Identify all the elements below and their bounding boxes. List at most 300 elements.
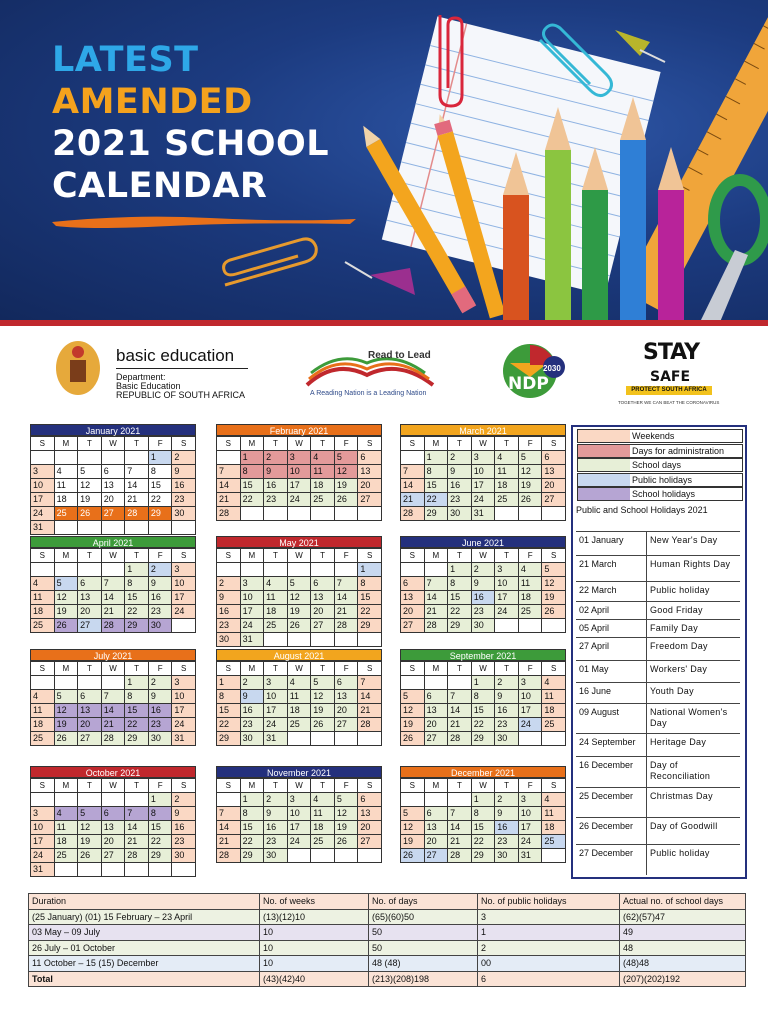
day-cell: 2 xyxy=(472,563,496,577)
day-cell: 4 xyxy=(31,690,55,704)
day-cell: 11 xyxy=(311,465,335,479)
weekday-header: T xyxy=(264,662,288,676)
title-line-3: 2021 SCHOOL xyxy=(52,124,330,164)
day-cell: 30 xyxy=(241,732,265,746)
day-cell: 12 xyxy=(288,591,312,605)
summary-cell: 6 xyxy=(478,971,620,987)
month-grid xyxy=(30,436,196,535)
day-cell: 6 xyxy=(78,690,102,704)
day-cell: 22 xyxy=(425,493,449,507)
day-cell: 16 xyxy=(495,821,519,835)
day-cell: 21 xyxy=(425,605,449,619)
month-title: February 2021 xyxy=(216,424,382,436)
day-cell: 17 xyxy=(31,835,55,849)
ndp-year: 2030 xyxy=(543,364,561,373)
day-cell: 9 xyxy=(495,690,519,704)
weekday-header: M xyxy=(425,779,449,793)
weekday-header: F xyxy=(149,437,173,451)
stationery-illustration xyxy=(0,0,768,322)
day-cell: 25 xyxy=(264,619,288,633)
day-cell: 17 xyxy=(31,493,55,507)
summary-cell: 49 xyxy=(620,925,746,941)
day-cell xyxy=(448,793,472,807)
day-cell xyxy=(55,563,79,577)
day-cell: 28 xyxy=(401,507,425,521)
day-cell: 22 xyxy=(241,835,265,849)
day-cell: 20 xyxy=(102,493,126,507)
summary-row xyxy=(29,925,746,941)
weekday-header: W xyxy=(102,779,126,793)
summary-cell: Total xyxy=(29,971,260,987)
day-cell xyxy=(217,451,241,465)
month-title: March 2021 xyxy=(400,424,566,436)
day-cell: 16 xyxy=(149,591,173,605)
day-cell: 29 xyxy=(241,849,265,863)
day-cell: 27 xyxy=(542,493,566,507)
summary-cell: (213)(208)198 xyxy=(369,971,478,987)
day-cell: 10 xyxy=(519,690,543,704)
day-cell: 24 xyxy=(172,605,196,619)
day-cell: 22 xyxy=(217,718,241,732)
summary-cell: 10 xyxy=(260,956,369,972)
day-cell: 4 xyxy=(311,793,335,807)
day-cell: 23 xyxy=(448,493,472,507)
weekday-header: T xyxy=(311,662,335,676)
month-calendar xyxy=(30,649,196,746)
day-cell: 17 xyxy=(495,591,519,605)
day-cell: 26 xyxy=(401,849,425,863)
day-cell: 17 xyxy=(472,479,496,493)
day-cell: 21 xyxy=(217,493,241,507)
day-cell xyxy=(358,633,382,647)
day-cell: 18 xyxy=(542,821,566,835)
day-cell: 30 xyxy=(217,633,241,647)
day-cell xyxy=(55,863,79,877)
day-cell: 22 xyxy=(448,605,472,619)
day-cell: 19 xyxy=(55,605,79,619)
weekday-header: T xyxy=(448,437,472,451)
day-cell: 28 xyxy=(217,507,241,521)
day-cell: 11 xyxy=(519,577,543,591)
day-cell: 31 xyxy=(172,732,196,746)
day-cell: 8 xyxy=(472,690,496,704)
weekday-header: S xyxy=(217,779,241,793)
month-calendar xyxy=(400,649,566,746)
day-cell: 8 xyxy=(241,807,265,821)
day-cell: 2 xyxy=(217,577,241,591)
weekday-header: F xyxy=(149,662,173,676)
month-grid xyxy=(400,548,566,633)
weekday-header: F xyxy=(335,662,359,676)
day-cell xyxy=(78,563,102,577)
day-cell: 5 xyxy=(335,451,359,465)
weekday-header: F xyxy=(519,662,543,676)
day-cell xyxy=(401,563,425,577)
weekday-header: S xyxy=(401,779,425,793)
day-cell: 25 xyxy=(31,619,55,633)
weekday-header: S xyxy=(542,437,566,451)
day-cell xyxy=(55,521,79,535)
day-cell xyxy=(217,793,241,807)
weekday-header: W xyxy=(288,437,312,451)
holiday-date: 21 March xyxy=(579,559,617,569)
day-cell: 7 xyxy=(401,465,425,479)
day-cell: 30 xyxy=(172,507,196,521)
holiday-row xyxy=(576,601,740,619)
day-cell: 24 xyxy=(288,493,312,507)
day-cell: 4 xyxy=(311,451,335,465)
day-cell: 17 xyxy=(172,704,196,718)
month-grid xyxy=(30,778,196,877)
day-cell: 15 xyxy=(241,479,265,493)
day-cell: 24 xyxy=(495,605,519,619)
month-calendar xyxy=(216,766,382,863)
day-cell: 5 xyxy=(311,676,335,690)
day-cell: 15 xyxy=(149,479,173,493)
day-cell: 1 xyxy=(217,676,241,690)
day-cell: 17 xyxy=(264,704,288,718)
weekday-header: S xyxy=(358,662,382,676)
day-cell: 5 xyxy=(288,577,312,591)
holiday-name: New Year's Day xyxy=(650,535,718,545)
day-cell: 3 xyxy=(241,577,265,591)
month-grid xyxy=(216,778,382,863)
day-cell: 28 xyxy=(335,619,359,633)
month-title: January 2021 xyxy=(30,424,196,436)
day-cell xyxy=(358,507,382,521)
day-cell: 1 xyxy=(125,676,149,690)
day-cell xyxy=(172,619,196,633)
day-cell: 23 xyxy=(264,835,288,849)
holiday-row xyxy=(576,660,740,682)
together-tagline: TOGETHER WE CAN BEAT THE CORONAVIRUS xyxy=(618,400,720,405)
day-cell: 29 xyxy=(149,849,173,863)
day-cell xyxy=(401,793,425,807)
holiday-row xyxy=(576,703,740,733)
day-cell: 7 xyxy=(102,690,126,704)
day-cell: 17 xyxy=(519,704,543,718)
day-cell: 19 xyxy=(335,821,359,835)
dept-line-2: Basic Education xyxy=(116,381,181,391)
day-cell: 19 xyxy=(55,718,79,732)
holiday-row xyxy=(576,555,740,581)
day-cell xyxy=(241,507,265,521)
day-cell: 26 xyxy=(288,619,312,633)
day-cell: 8 xyxy=(149,465,173,479)
day-cell: 24 xyxy=(472,493,496,507)
day-cell: 4 xyxy=(542,793,566,807)
day-cell: 8 xyxy=(358,577,382,591)
legend-swatch xyxy=(578,474,630,486)
day-cell xyxy=(125,451,149,465)
day-cell: 8 xyxy=(125,690,149,704)
day-cell: 11 xyxy=(495,465,519,479)
holiday-date: 09 August xyxy=(579,707,620,717)
weekday-header: M xyxy=(241,549,265,563)
weekday-header: W xyxy=(288,549,312,563)
day-cell: 2 xyxy=(241,676,265,690)
day-cell: 28 xyxy=(448,732,472,746)
day-cell: 9 xyxy=(495,807,519,821)
day-cell: 13 xyxy=(311,591,335,605)
month-title: August 2021 xyxy=(216,649,382,661)
day-cell: 12 xyxy=(335,807,359,821)
day-cell: 15 xyxy=(472,704,496,718)
read-to-lead-title: Read to Lead xyxy=(368,350,431,361)
day-cell xyxy=(264,633,288,647)
day-cell: 6 xyxy=(311,577,335,591)
coat-of-arms-icon xyxy=(52,338,104,398)
day-cell: 6 xyxy=(401,577,425,591)
holiday-name: National Women's Day xyxy=(650,707,728,728)
day-cell: 16 xyxy=(264,821,288,835)
day-cell xyxy=(78,863,102,877)
weekday-header: S xyxy=(217,437,241,451)
day-cell: 1 xyxy=(425,451,449,465)
weekday-header: T xyxy=(78,437,102,451)
day-cell xyxy=(448,676,472,690)
day-cell: 11 xyxy=(31,591,55,605)
day-cell: 12 xyxy=(335,465,359,479)
day-cell: 25 xyxy=(31,732,55,746)
day-cell: 20 xyxy=(358,821,382,835)
day-cell: 15 xyxy=(241,821,265,835)
day-cell: 27 xyxy=(78,732,102,746)
holiday-name: Christmas Day xyxy=(650,791,713,801)
month-calendar xyxy=(30,536,196,633)
day-cell: 27 xyxy=(425,849,449,863)
holiday-row xyxy=(576,682,740,703)
holiday-row xyxy=(576,733,740,756)
day-cell: 28 xyxy=(358,718,382,732)
month-grid xyxy=(216,548,382,647)
day-cell: 26 xyxy=(78,507,102,521)
holiday-date: 27 December xyxy=(579,848,634,858)
day-cell: 2 xyxy=(495,676,519,690)
day-cell: 28 xyxy=(125,507,149,521)
weekday-header: W xyxy=(472,779,496,793)
day-cell: 18 xyxy=(311,821,335,835)
day-cell: 12 xyxy=(78,479,102,493)
day-cell: 27 xyxy=(425,732,449,746)
day-cell: 5 xyxy=(519,451,543,465)
day-cell: 25 xyxy=(495,493,519,507)
day-cell: 2 xyxy=(172,793,196,807)
day-cell xyxy=(55,793,79,807)
day-cell: 13 xyxy=(335,690,359,704)
day-cell: 20 xyxy=(542,479,566,493)
day-cell: 15 xyxy=(448,591,472,605)
day-cell: 19 xyxy=(542,591,566,605)
legend-swatch xyxy=(578,430,630,442)
day-cell: 27 xyxy=(311,619,335,633)
day-cell xyxy=(311,849,335,863)
day-cell: 26 xyxy=(401,732,425,746)
day-cell: 6 xyxy=(358,793,382,807)
legend-swatch xyxy=(578,488,630,500)
day-cell: 8 xyxy=(241,465,265,479)
day-cell: 10 xyxy=(241,591,265,605)
day-cell: 19 xyxy=(335,479,359,493)
day-cell: 28 xyxy=(448,849,472,863)
day-cell: 21 xyxy=(358,704,382,718)
day-cell: 10 xyxy=(264,690,288,704)
day-cell xyxy=(335,563,359,577)
day-cell xyxy=(172,863,196,877)
day-cell: 7 xyxy=(425,577,449,591)
day-cell: 7 xyxy=(217,465,241,479)
day-cell xyxy=(125,521,149,535)
day-cell: 31 xyxy=(519,849,543,863)
summary-cell: (65)(60)50 xyxy=(369,909,478,925)
day-cell: 4 xyxy=(55,807,79,821)
day-cell: 18 xyxy=(55,835,79,849)
summary-header-row xyxy=(29,894,746,910)
day-cell: 1 xyxy=(472,676,496,690)
summary-row xyxy=(29,971,746,987)
day-cell: 6 xyxy=(78,577,102,591)
weekday-header: M xyxy=(241,662,265,676)
day-cell: 14 xyxy=(358,690,382,704)
legend-label: School holidays xyxy=(632,489,696,499)
day-cell: 11 xyxy=(542,807,566,821)
day-cell: 9 xyxy=(448,465,472,479)
weekday-header: F xyxy=(335,437,359,451)
day-cell: 21 xyxy=(335,605,359,619)
day-cell: 2 xyxy=(172,451,196,465)
day-cell: 25 xyxy=(311,835,335,849)
month-grid xyxy=(216,661,382,746)
weekday-header: S xyxy=(217,549,241,563)
weekday-header: T xyxy=(125,437,149,451)
month-title: December 2021 xyxy=(400,766,566,778)
banner-divider xyxy=(0,320,768,326)
day-cell: 12 xyxy=(55,704,79,718)
day-cell: 27 xyxy=(401,619,425,633)
day-cell: 10 xyxy=(31,479,55,493)
day-cell xyxy=(55,451,79,465)
day-cell xyxy=(401,451,425,465)
day-cell xyxy=(102,676,126,690)
day-cell: 25 xyxy=(311,493,335,507)
weekday-header: T xyxy=(448,779,472,793)
day-cell: 26 xyxy=(311,718,335,732)
day-cell xyxy=(425,793,449,807)
day-cell: 29 xyxy=(217,732,241,746)
day-cell: 6 xyxy=(335,676,359,690)
weekday-header: S xyxy=(401,437,425,451)
day-cell xyxy=(31,676,55,690)
day-cell xyxy=(149,521,173,535)
holiday-name: Good Friday xyxy=(650,605,703,615)
day-cell: 15 xyxy=(358,591,382,605)
weekday-header: T xyxy=(78,662,102,676)
day-cell: 24 xyxy=(241,619,265,633)
weekday-header: S xyxy=(217,662,241,676)
day-cell: 3 xyxy=(519,793,543,807)
day-cell: 22 xyxy=(149,835,173,849)
day-cell: 8 xyxy=(472,807,496,821)
day-cell: 1 xyxy=(125,563,149,577)
day-cell: 23 xyxy=(172,835,196,849)
day-cell: 9 xyxy=(172,465,196,479)
day-cell: 12 xyxy=(401,821,425,835)
day-cell: 17 xyxy=(288,479,312,493)
day-cell: 6 xyxy=(425,690,449,704)
day-cell: 14 xyxy=(335,591,359,605)
day-cell: 15 xyxy=(125,704,149,718)
weekday-header: M xyxy=(55,549,79,563)
day-cell xyxy=(311,563,335,577)
day-cell: 12 xyxy=(542,577,566,591)
holiday-name: Public holiday xyxy=(650,848,710,858)
day-cell: 9 xyxy=(264,807,288,821)
day-cell: 13 xyxy=(358,807,382,821)
summary-cell: (13)(12)10 xyxy=(260,909,369,925)
day-cell: 16 xyxy=(172,479,196,493)
day-cell: 28 xyxy=(425,619,449,633)
day-cell: 13 xyxy=(102,821,126,835)
day-cell: 31 xyxy=(31,521,55,535)
weekday-header: T xyxy=(495,549,519,563)
weekday-header: S xyxy=(31,437,55,451)
day-cell: 26 xyxy=(55,619,79,633)
day-cell: 29 xyxy=(425,507,449,521)
summary-cell: 26 July – 01 October xyxy=(29,940,260,956)
day-cell xyxy=(102,521,126,535)
day-cell: 17 xyxy=(519,821,543,835)
summary-cell: (62)(57)47 xyxy=(620,909,746,925)
weekday-header: W xyxy=(102,437,126,451)
legend-swatch xyxy=(578,459,630,471)
weekday-header: T xyxy=(264,549,288,563)
day-cell: 1 xyxy=(241,793,265,807)
month-title: June 2021 xyxy=(400,536,566,548)
day-cell: 12 xyxy=(401,704,425,718)
day-cell: 14 xyxy=(125,479,149,493)
weekday-header: F xyxy=(519,437,543,451)
day-cell: 9 xyxy=(472,577,496,591)
day-cell xyxy=(264,507,288,521)
day-cell: 19 xyxy=(401,835,425,849)
day-cell: 27 xyxy=(358,835,382,849)
weekday-header: T xyxy=(311,549,335,563)
day-cell: 6 xyxy=(358,451,382,465)
day-cell: 28 xyxy=(102,732,126,746)
day-cell: 31 xyxy=(472,507,496,521)
day-cell: 10 xyxy=(31,821,55,835)
day-cell: 11 xyxy=(55,821,79,835)
day-cell: 27 xyxy=(102,507,126,521)
day-cell: 12 xyxy=(55,591,79,605)
day-cell xyxy=(542,619,566,633)
day-cell: 19 xyxy=(311,704,335,718)
day-cell: 29 xyxy=(358,619,382,633)
day-cell: 10 xyxy=(288,807,312,821)
day-cell: 24 xyxy=(519,835,543,849)
day-cell: 11 xyxy=(55,479,79,493)
day-cell: 19 xyxy=(519,479,543,493)
month-grid xyxy=(400,661,566,746)
title-line-1: LATEST xyxy=(52,40,199,80)
month-title: July 2021 xyxy=(30,649,196,661)
day-cell xyxy=(358,732,382,746)
day-cell: 16 xyxy=(217,605,241,619)
title-line-2: AMENDED xyxy=(52,82,253,122)
day-cell xyxy=(31,793,55,807)
day-cell: 26 xyxy=(55,732,79,746)
day-cell: 30 xyxy=(448,507,472,521)
